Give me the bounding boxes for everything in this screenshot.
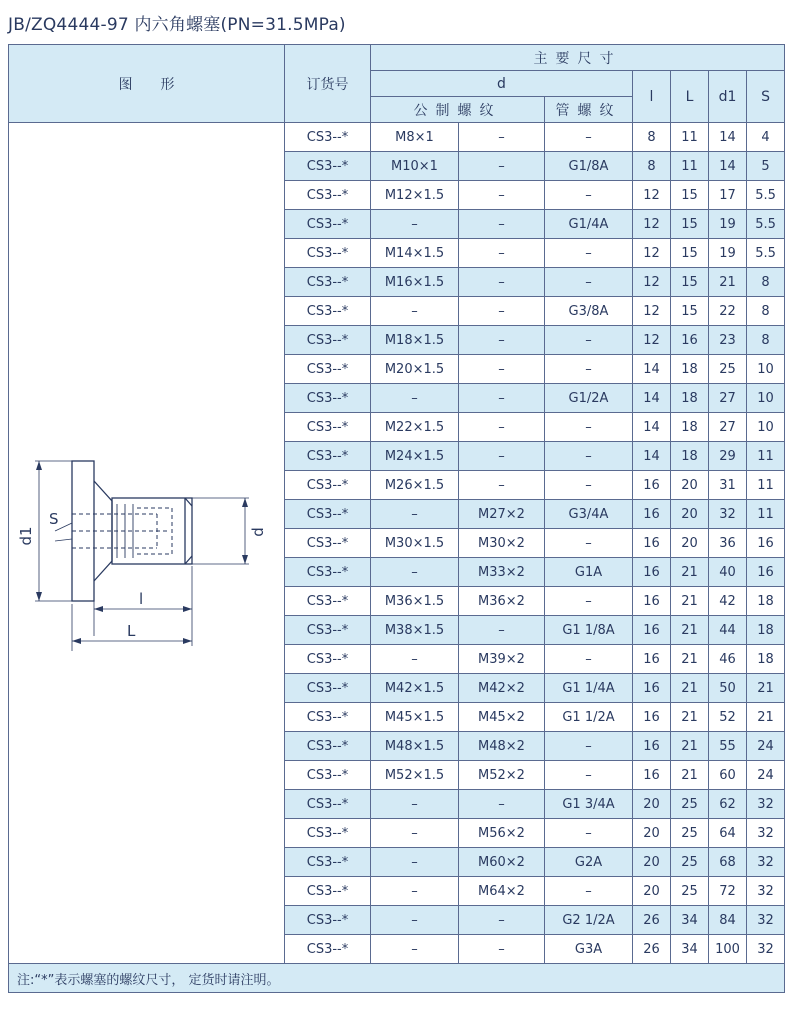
order-no-cell: CS3--* [285,819,371,848]
metric-coarse-cell: M27×2 [459,500,545,529]
L-cell: 15 [671,297,709,326]
S-cell: 11 [747,500,785,529]
metric-coarse-cell: – [459,210,545,239]
header-pipe-thread: 管螺纹 [545,97,633,123]
d1-cell: 21 [709,268,747,297]
S-cell: 32 [747,935,785,964]
d1-cell: 36 [709,529,747,558]
d1-cell: 14 [709,152,747,181]
d1-cell: 23 [709,326,747,355]
S-cell: 16 [747,558,785,587]
table-row [9,123,785,152]
order-no-cell: CS3--* [285,790,371,819]
d1-cell: 52 [709,703,747,732]
metric-coarse-cell: M30×2 [459,529,545,558]
pipe-thread-cell: G1/8A [545,152,633,181]
S-cell: 32 [747,790,785,819]
pipe-thread-cell: G1 1/4A [545,674,633,703]
metric-fine-cell: M16×1.5 [371,268,459,297]
S-cell: 5.5 [747,181,785,210]
l-cell: 12 [633,268,671,297]
metric-coarse-cell: – [459,384,545,413]
l-cell: 16 [633,471,671,500]
d1-cell: 44 [709,616,747,645]
metric-coarse-cell: – [459,442,545,471]
l-cell: 14 [633,413,671,442]
S-cell: 11 [747,471,785,500]
pipe-thread-cell: – [545,819,633,848]
label-L: L [126,622,135,640]
d1-cell: 68 [709,848,747,877]
pipe-thread-cell: – [545,326,633,355]
l-cell: 16 [633,674,671,703]
metric-coarse-cell: M52×2 [459,761,545,790]
pipe-thread-cell: – [545,529,633,558]
metric-coarse-cell: M42×2 [459,674,545,703]
S-cell: 10 [747,384,785,413]
S-cell: 32 [747,877,785,906]
l-cell: 14 [633,355,671,384]
l-cell: 20 [633,790,671,819]
L-cell: 34 [671,906,709,935]
L-cell: 34 [671,935,709,964]
metric-fine-cell: M24×1.5 [371,442,459,471]
L-cell: 25 [671,877,709,906]
metric-fine-cell: M22×1.5 [371,413,459,442]
d1-cell: 14 [709,123,747,152]
d1-cell: 100 [709,935,747,964]
l-cell: 12 [633,326,671,355]
order-no-cell: CS3--* [285,906,371,935]
pipe-thread-cell: G1 1/8A [545,616,633,645]
l-cell: 16 [633,558,671,587]
L-cell: 11 [671,152,709,181]
pipe-thread-cell: G2 1/2A [545,906,633,935]
pipe-thread-cell: G2A [545,848,633,877]
header-d1: d1 [709,71,747,123]
l-cell: 26 [633,906,671,935]
metric-coarse-cell: – [459,181,545,210]
metric-fine-cell: – [371,848,459,877]
table-body [9,123,785,993]
metric-coarse-cell: M48×2 [459,732,545,761]
S-cell: 21 [747,674,785,703]
S-cell: 32 [747,848,785,877]
d1-cell: 84 [709,906,747,935]
metric-coarse-cell: M39×2 [459,645,545,674]
order-no-cell: CS3--* [285,500,371,529]
order-no-cell: CS3--* [285,935,371,964]
order-no-cell: CS3--* [285,413,371,442]
metric-coarse-cell: – [459,413,545,442]
l-cell: 26 [633,935,671,964]
S-cell: 8 [747,326,785,355]
S-cell: 24 [747,761,785,790]
order-no-cell: CS3--* [285,181,371,210]
L-cell: 16 [671,326,709,355]
d1-cell: 27 [709,384,747,413]
L-cell: 21 [671,674,709,703]
L-cell: 21 [671,761,709,790]
metric-fine-cell: M45×1.5 [371,703,459,732]
pipe-thread-cell: – [545,355,633,384]
header-L: L [671,71,709,123]
L-cell: 21 [671,616,709,645]
metric-fine-cell: – [371,819,459,848]
d1-cell: 27 [709,413,747,442]
header-figure: 图 形 [9,45,285,123]
d1-cell: 29 [709,442,747,471]
metric-fine-cell: – [371,935,459,964]
label-S: S [48,510,59,528]
metric-coarse-cell: – [459,471,545,500]
metric-fine-cell: M48×1.5 [371,732,459,761]
l-cell: 16 [633,732,671,761]
header-d: d [371,71,633,97]
S-cell: 5.5 [747,210,785,239]
pipe-thread-cell: G1A [545,558,633,587]
order-no-cell: CS3--* [285,703,371,732]
order-no-cell: CS3--* [285,297,371,326]
metric-coarse-cell: – [459,906,545,935]
order-no-cell: CS3--* [285,210,371,239]
S-cell: 24 [747,732,785,761]
S-cell: 10 [747,413,785,442]
pipe-thread-cell: G1 1/2A [545,703,633,732]
l-cell: 16 [633,500,671,529]
metric-coarse-cell: M33×2 [459,558,545,587]
order-no-cell: CS3--* [285,674,371,703]
d1-cell: 31 [709,471,747,500]
L-cell: 15 [671,268,709,297]
metric-coarse-cell: – [459,355,545,384]
pipe-thread-cell: G3/4A [545,500,633,529]
S-cell: 32 [747,819,785,848]
L-cell: 11 [671,123,709,152]
metric-fine-cell: – [371,906,459,935]
label-d: d [248,527,267,537]
metric-fine-cell: M12×1.5 [371,181,459,210]
L-cell: 18 [671,355,709,384]
l-cell: 16 [633,587,671,616]
S-cell: 8 [747,268,785,297]
pipe-thread-cell: G3/8A [545,297,633,326]
S-cell: 5.5 [747,239,785,268]
d1-cell: 40 [709,558,747,587]
L-cell: 21 [671,703,709,732]
header-S: S [747,71,785,123]
spec-table [8,44,785,993]
metric-fine-cell: M30×1.5 [371,529,459,558]
order-no-cell: CS3--* [285,268,371,297]
note-row [9,964,785,993]
metric-coarse-cell: – [459,790,545,819]
order-no-cell: CS3--* [285,558,371,587]
label-d1: d1 [16,526,35,546]
d1-cell: 25 [709,355,747,384]
pipe-thread-cell: – [545,442,633,471]
order-no-cell: CS3--* [285,645,371,674]
order-no-cell: CS3--* [285,442,371,471]
order-no-cell: CS3--* [285,761,371,790]
l-cell: 12 [633,210,671,239]
d1-cell: 17 [709,181,747,210]
metric-coarse-cell: – [459,616,545,645]
metric-fine-cell: M10×1 [371,152,459,181]
pipe-thread-cell: – [545,268,633,297]
order-no-cell: CS3--* [285,732,371,761]
S-cell: 8 [747,297,785,326]
S-cell: 5 [747,152,785,181]
l-cell: 14 [633,442,671,471]
d1-cell: 60 [709,761,747,790]
l-cell: 20 [633,877,671,906]
metric-fine-cell: M20×1.5 [371,355,459,384]
page-title: JB/ZQ4444-97 内六角螺塞(PN=31.5MPa) [8,15,346,35]
S-cell: 4 [747,123,785,152]
L-cell: 21 [671,645,709,674]
pipe-thread-cell: – [545,239,633,268]
S-cell: 18 [747,616,785,645]
plug-drawing [17,426,277,656]
order-no-cell: CS3--* [285,616,371,645]
d1-cell: 64 [709,819,747,848]
pipe-thread-cell: – [545,413,633,442]
d1-cell: 55 [709,732,747,761]
pipe-thread-cell: G3A [545,935,633,964]
l-cell: 20 [633,848,671,877]
metric-coarse-cell: – [459,152,545,181]
metric-fine-cell: – [371,210,459,239]
metric-coarse-cell: M60×2 [459,848,545,877]
metric-fine-cell: M18×1.5 [371,326,459,355]
L-cell: 20 [671,529,709,558]
L-cell: 15 [671,210,709,239]
order-no-cell: CS3--* [285,529,371,558]
d1-cell: 62 [709,790,747,819]
l-cell: 16 [633,645,671,674]
d1-cell: 22 [709,297,747,326]
order-no-cell: CS3--* [285,326,371,355]
L-cell: 25 [671,819,709,848]
header-main-dims: 主要尺寸 [371,45,785,71]
header-l: l [633,71,671,123]
S-cell: 21 [747,703,785,732]
L-cell: 20 [671,500,709,529]
order-no-cell: CS3--* [285,239,371,268]
l-cell: 12 [633,239,671,268]
order-no-cell: CS3--* [285,877,371,906]
l-cell: 16 [633,529,671,558]
L-cell: 20 [671,471,709,500]
order-no-cell: CS3--* [285,355,371,384]
l-cell: 20 [633,819,671,848]
metric-fine-cell: – [371,877,459,906]
header-order-no: 订货号 [285,45,371,123]
footnote: 注:“*”表示螺塞的螺纹尺寸， 定货时请注明。 [9,964,785,993]
metric-fine-cell: M26×1.5 [371,471,459,500]
L-cell: 21 [671,558,709,587]
metric-coarse-cell: M36×2 [459,587,545,616]
d1-cell: 46 [709,645,747,674]
d1-cell: 72 [709,877,747,906]
metric-fine-cell: M38×1.5 [371,616,459,645]
metric-coarse-cell: – [459,268,545,297]
S-cell: 18 [747,645,785,674]
metric-fine-cell: – [371,645,459,674]
order-no-cell: CS3--* [285,471,371,500]
S-cell: 11 [747,442,785,471]
order-no-cell: CS3--* [285,384,371,413]
S-cell: 32 [747,906,785,935]
l-cell: 16 [633,616,671,645]
metric-coarse-cell: M64×2 [459,877,545,906]
pipe-thread-cell: – [545,123,633,152]
L-cell: 18 [671,442,709,471]
metric-coarse-cell: M56×2 [459,819,545,848]
l-cell: 16 [633,703,671,732]
metric-fine-cell: – [371,558,459,587]
metric-coarse-cell: – [459,123,545,152]
L-cell: 25 [671,790,709,819]
metric-fine-cell: M8×1 [371,123,459,152]
header-metric-thread: 公制螺纹 [371,97,545,123]
l-cell: 12 [633,181,671,210]
order-no-cell: CS3--* [285,848,371,877]
pipe-thread-cell: G1/2A [545,384,633,413]
label-l: l [138,590,143,608]
pipe-thread-cell: – [545,471,633,500]
d1-cell: 19 [709,239,747,268]
pipe-thread-cell: – [545,732,633,761]
L-cell: 15 [671,239,709,268]
order-no-cell: CS3--* [285,123,371,152]
metric-fine-cell: – [371,297,459,326]
metric-fine-cell: – [371,790,459,819]
pipe-thread-cell: – [545,645,633,674]
pipe-thread-cell: – [545,181,633,210]
l-cell: 12 [633,297,671,326]
metric-coarse-cell: – [459,297,545,326]
L-cell: 18 [671,384,709,413]
metric-fine-cell: M42×1.5 [371,674,459,703]
pipe-thread-cell: G1 3/4A [545,790,633,819]
metric-fine-cell: M36×1.5 [371,587,459,616]
metric-fine-cell: – [371,500,459,529]
metric-coarse-cell: M45×2 [459,703,545,732]
pipe-thread-cell: – [545,587,633,616]
metric-fine-cell: – [371,384,459,413]
L-cell: 25 [671,848,709,877]
l-cell: 8 [633,152,671,181]
d1-cell: 32 [709,500,747,529]
d1-cell: 42 [709,587,747,616]
metric-fine-cell: M52×1.5 [371,761,459,790]
S-cell: 18 [747,587,785,616]
S-cell: 16 [747,529,785,558]
L-cell: 15 [671,181,709,210]
order-no-cell: CS3--* [285,152,371,181]
l-cell: 16 [633,761,671,790]
L-cell: 18 [671,413,709,442]
metric-fine-cell: M14×1.5 [371,239,459,268]
l-cell: 14 [633,384,671,413]
metric-coarse-cell: – [459,326,545,355]
S-cell: 10 [747,355,785,384]
metric-coarse-cell: – [459,239,545,268]
d1-cell: 50 [709,674,747,703]
L-cell: 21 [671,732,709,761]
d1-cell: 19 [709,210,747,239]
pipe-thread-cell: – [545,877,633,906]
figure-cell [9,123,285,964]
order-no-cell: CS3--* [285,587,371,616]
metric-coarse-cell: – [459,935,545,964]
pipe-thread-cell: – [545,761,633,790]
pipe-thread-cell: G1/4A [545,210,633,239]
L-cell: 21 [671,587,709,616]
l-cell: 8 [633,123,671,152]
